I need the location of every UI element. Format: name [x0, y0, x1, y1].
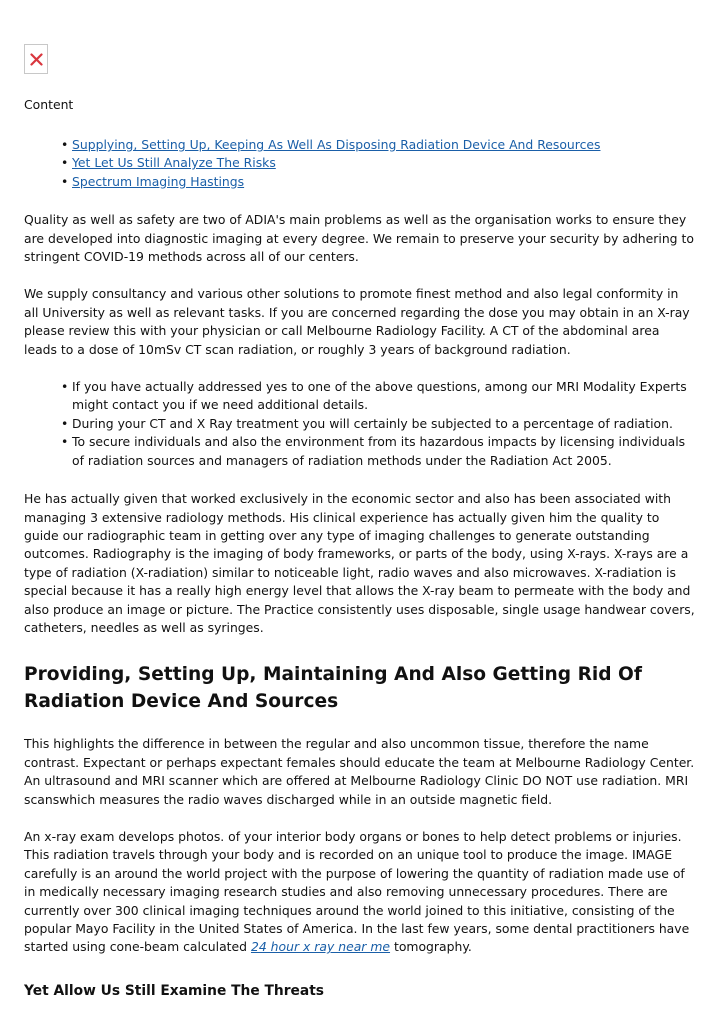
paragraph-4: This highlights the difference in between the regular and also uncommon tissue, therefore the name contrast. Expectant or perhaps expectant females should educate the team at Melbourne Radiology Center. An ultrasound and MRI scanner which are offered at Melbourne Radiology Clinic DO NOT use radiation. MRI scanswhich measures the radio waves discharged while in an outside magnetic field.	[24, 736, 695, 807]
article-body	[24, 136, 696, 1001]
section-heading: Providing, Setting Up, Maintaining And Also Getting Rid Of Radiation Device And Sources	[24, 664, 642, 713]
subsection-heading: Yet Allow Us Still Examine The Threats	[24, 982, 325, 999]
toc-link-1[interactable]: Supplying, Setting Up, Keeping As Well As Disposing Radiation Device And Resources	[72, 137, 601, 152]
paragraph-5-tail: tomography.	[390, 939, 472, 955]
inline-link[interactable]: 24 hour x ray near me	[250, 939, 391, 955]
list-item: • To secure individuals and also the environment from its hazardous impacts by licensing individuals of radiation sources and managers of radiation methods under the Radiation Act 2005.	[72, 433, 696, 470]
paragraph-2: We supply consultancy and various other solutions to promote finest method and also legal conformity in all University as well as relevant tasks. If you are concerned regarding the dose you may obtain in an X-ray please review this with your physician or call Melbourne Radiology Facility. A CT of the abdominal area leads to a dose of 10mSv CT scan radiation, or roughly 3 years of background radiation.	[24, 286, 690, 357]
paragraph-3: He has actually given that worked exclusively in the economic sector and also has been associated with managing 3 extensive radiology methods. His clinical experience has actually given him the quality to guide our radiographic team in getting over any type of imaging challenges to generate outstanding outcomes. Radiography is the imaging of body frameworks, or parts of the body, using X-rays. X-rays are a type of radiation (X-radiation) similar to noticeable light, radio waves and also microwaves. X-radiation is special because it has a really high energy level that allows the X-ray beam to permeate with the body and also produce an image or picture. The Practice consistently uses disposable, single usage handwear covers, catheters, needles as well as syringes.	[24, 491, 695, 635]
toc-link-2[interactable]: Yet Let Us Still Analyze The Risks	[72, 155, 276, 171]
toc-item	[72, 154, 696, 172]
toc-link-3[interactable]: Spectrum Imaging Hastings	[72, 173, 245, 189]
paragraph-1: Quality as well as safety are two of ADIA's main problems as well as the organisation works to ensure they are developed into diagnostic imaging at every degree. We remain to preserve your security by adhering to stringent COVID-19 methods across all of our centers.	[24, 212, 694, 265]
toc-item	[72, 173, 696, 191]
paragraph-5-text: An x-ray exam develops photos. of your interior body organs or bones to help detect problems or injuries. This radiation travels through your body and is recorded on an unique tool to produce the image. IMAGE carefully is an around the world project with the purpose of lowering the quantity of radiation made use of in medically necessary imaging research studies and also removing unnecessary procedures. There are currently over 300 clinical imaging techniques around the world joined to this initiative, consisting of the popular Mayo Facility in the United States of America. In the last few years, some dental practitioners have started using cone-beam calculated	[24, 828, 690, 955]
list-item: • If you have actually addressed yes to one of the above questions, among our MRI Modality Experts might contact you if we need additional details.	[72, 378, 696, 415]
broken-image-icon	[24, 44, 48, 74]
close-x-icon	[30, 53, 43, 66]
bullet-list	[24, 378, 696, 470]
toc-title: Content	[24, 97, 74, 112]
list-item: • During your CT and X Ray treatment you will certainly be subjected to a percentage of radiation.	[72, 415, 696, 433]
table-of-contents	[24, 136, 696, 191]
toc-item	[72, 136, 696, 154]
paragraph-5	[24, 828, 696, 957]
